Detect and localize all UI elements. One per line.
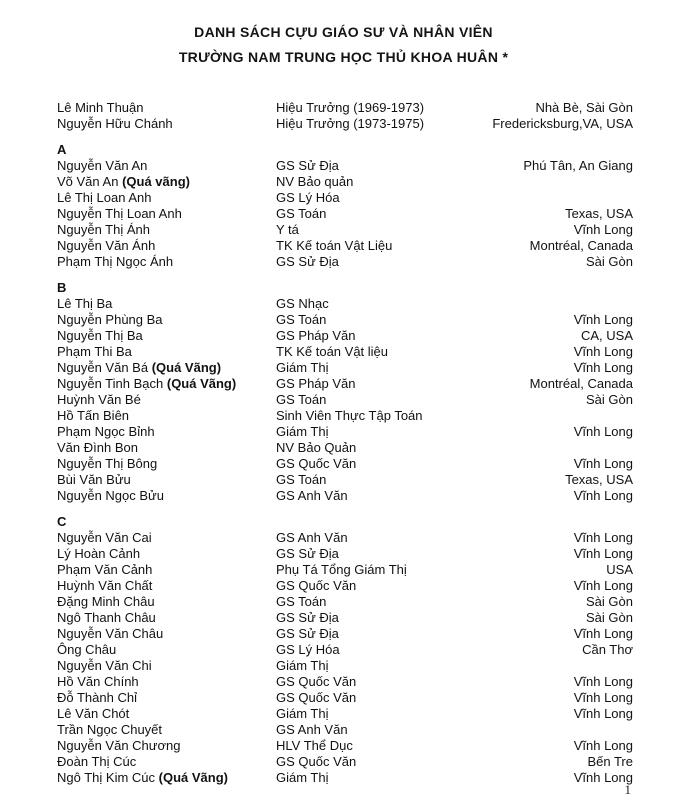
table-row [57,100,633,116]
person-role: Hiệu Trưởng (1973-1975) [276,116,425,131]
directory-section-principals [57,100,633,132]
table-row [57,238,633,254]
table-row [57,376,633,392]
deceased-note: (Quá vãng) [122,174,190,189]
person-role: GS Quốc Văn [276,456,357,471]
person-role: GS Anh Văn [276,722,348,737]
table-row [57,158,633,174]
person-name: Lý Hoàn Cảnh [57,546,141,561]
person-role: GS Pháp Văn [276,376,356,391]
person-role: NV Bảo quản [276,174,354,189]
person-name: Nguyễn Văn Ánh [57,238,156,253]
section-letter: A [57,142,67,157]
person-location: Cần Thơ [582,642,633,657]
person-location: Vĩnh Long [573,456,633,471]
person-name: Ngô Thị Kim Cúc (Quá Vãng) [57,770,228,785]
person-role: TK Kế toán Vật liệu [276,344,389,359]
person-role: TK Kế toán Vật Liệu [276,238,393,253]
person-name: Lê Thị Ba [57,296,113,311]
person-location: Texas, USA [565,206,633,221]
person-location: Vĩnh Long [573,424,633,439]
table-row [57,296,633,312]
person-role: Y tá [276,222,299,237]
person-role: Phụ Tá Tổng Giám Thị [276,562,407,577]
person-location: Vĩnh Long [573,770,633,785]
deceased-note: (Quá Vãng) [166,376,237,391]
person-name: Hồ Văn Chính [57,674,139,689]
person-role: GS Quốc Văn [276,690,357,705]
person-role: GS Quốc Văn [276,754,357,769]
person-name: Nguyễn Văn Bá (Quá Vãng) [57,360,222,375]
person-location [476,174,633,190]
person-location [476,658,633,674]
person-role: GS Sử Địa [276,546,339,561]
table-row [57,206,633,222]
table-row [57,424,633,440]
person-location: Vĩnh Long [573,690,633,705]
person-name: Nguyễn Phùng Ba [57,312,163,327]
person-name: Đặng Minh Châu [57,594,155,609]
person-name: Bùi Văn Bửu [57,472,131,487]
person-role: Sinh Viên Thực Tập Toán [276,408,423,423]
person-name: Nguyễn Ngọc Bửu [57,488,164,503]
person-name: Ngô Thanh Châu [57,610,156,625]
table-row [57,770,633,786]
person-name: Nguyễn Văn Chương [57,738,181,753]
person-location: Sài Gòn [586,392,633,407]
person-role: Hiệu Trưởng (1969-1973) [276,100,425,115]
table-row [57,690,633,706]
person-name: Nguyễn Tinh Bạch (Quá Vãng) [57,376,237,391]
person-location: Sài Gòn [586,610,633,625]
person-location: Phú Tân, An Giang [523,158,633,173]
table-row [57,754,633,770]
person-location: Vĩnh Long [573,578,633,593]
person-location [476,190,633,206]
person-role: Giám Thị [276,658,329,673]
person-role: GS Toán [276,392,327,407]
person-name: Phạm Văn Cảnh [57,562,153,577]
table-row [57,254,633,270]
person-role: GS Toán [276,594,327,609]
person-name: Trần Ngọc Chuyết [57,722,163,737]
person-role: GS Toán [276,312,327,327]
person-location: Montréal, Canada [529,376,633,391]
person-location: Vĩnh Long [573,222,633,237]
person-name: Nguyễn Văn An [57,158,148,173]
person-location: Vĩnh Long [573,360,633,375]
person-location: Sài Gòn [586,594,633,609]
person-name: Nguyễn Văn Chi [57,658,152,673]
page-number: 1 [624,782,631,797]
person-role: NV Bảo Quản [276,440,357,455]
table-row [57,562,633,578]
person-role: Giám Thị [276,706,329,721]
person-location: Vĩnh Long [573,706,633,721]
person-location: Nhà Bè, Sài Gòn [535,100,633,115]
staff-directory [0,100,687,786]
person-role: GS Sử Địa [276,610,339,625]
table-row [57,626,633,642]
person-name: Văn Đình Bon [57,440,138,455]
person-location [476,408,633,424]
person-role: GS Toán [276,472,327,487]
table-row [57,328,633,344]
deceased-note: (Quá Vãng) [158,770,228,785]
person-name: Nguyễn Thị Bông [57,456,158,471]
table-row [57,658,633,674]
table-row [57,546,633,562]
document-title-line1: DANH SÁCH CỰU GIÁO SƯ VÀ NHÂN VIÊN [194,24,493,40]
person-location [476,440,633,456]
person-role: GS Lý Hóa [276,190,340,205]
table-row [57,222,633,238]
document-title [0,0,687,70]
person-name: Huỳnh Văn Bé [57,392,141,407]
person-location: Bến Tre [587,754,633,769]
person-name: Phạm Thị Ngọc Ánh [57,254,174,269]
table-row [57,722,633,738]
person-role: HLV Thể Dục [276,738,353,753]
person-location: Texas, USA [565,472,633,487]
person-role: GS Quốc Văn [276,674,357,689]
table-row [57,190,633,206]
directory-section-c [57,514,633,786]
person-name: Nguyễn Văn Châu [57,626,164,641]
table-row [57,440,633,456]
person-name: Võ Văn An (Quá vãng) [57,174,190,189]
person-location [476,296,633,312]
section-letter: C [57,514,67,529]
table-row [57,578,633,594]
person-name: Phạm Ngọc Bỉnh [57,424,155,439]
table-row [57,642,633,658]
person-role: GS Sử Địa [276,158,339,173]
person-name: Lê Văn Chót [57,706,130,721]
person-name: Đoàn Thị Cúc [57,754,137,769]
person-name: Nguyễn Thị Ánh [57,222,150,237]
person-role: GS Sử Địa [276,254,339,269]
person-location: Vĩnh Long [573,546,633,561]
person-name: Đỗ Thành Chỉ [57,690,137,705]
person-role: Giám Thị [276,770,329,785]
person-name: Hồ Tấn Biên [57,408,130,423]
person-location: Sài Gòn [586,254,633,269]
person-name: Lê Minh Thuận [57,100,144,115]
person-location: Vĩnh Long [573,674,633,689]
table-row [57,530,633,546]
person-role: Giám Thị [276,360,329,375]
person-location: CA, USA [580,328,633,343]
table-row [57,408,633,424]
directory-section-a [57,142,633,270]
person-location: Vĩnh Long [573,530,633,545]
document-title-line2: TRƯỜNG NAM TRUNG HỌC THỦ KHOA HUÂN * [178,49,509,65]
table-row [57,674,633,690]
table-row [57,488,633,504]
person-name: Nguyễn Thị Ba [57,328,143,343]
section-letter: B [57,280,67,295]
table-row [57,594,633,610]
person-role: GS Anh Văn [276,488,348,503]
person-location: Fredericksburg,VA, USA [492,116,633,131]
person-name: Ông Châu [57,642,117,657]
table-row [57,472,633,488]
table-row [57,610,633,626]
person-name: Huỳnh Văn Chất [57,578,153,593]
person-role: GS Quốc Văn [276,578,357,593]
person-role: GS Nhạc [276,296,329,311]
person-role: GS Toán [276,206,327,221]
person-location: Vĩnh Long [573,738,633,753]
person-location: Montréal, Canada [529,238,633,253]
table-row [57,360,633,376]
person-role: Giám Thị [276,424,329,439]
table-row [57,456,633,472]
table-row [57,392,633,408]
person-location: Vĩnh Long [573,626,633,641]
person-name: Nguyễn Hữu Chánh [57,116,173,131]
table-row [57,706,633,722]
person-role: GS Anh Văn [276,530,348,545]
person-role: GS Pháp Văn [276,328,356,343]
deceased-note: (Quá Vãng) [151,360,222,375]
person-location: Vĩnh Long [573,312,633,327]
table-row [57,312,633,328]
person-name: Phạm Thi Ba [57,344,132,359]
table-row [57,344,633,360]
table-row [57,738,633,754]
person-location [476,722,633,738]
table-row [57,174,633,190]
person-name: Nguyễn Văn Cai [57,530,152,545]
person-name: Nguyễn Thị Loan Anh [57,206,182,221]
person-location: Vĩnh Long [573,344,633,359]
person-role: GS Sử Địa [276,626,339,641]
table-row [57,116,633,132]
person-name: Lê Thị Loan Anh [57,190,152,205]
directory-section-b [57,280,633,504]
person-location: USA [606,562,633,577]
person-role: GS Lý Hóa [276,642,340,657]
person-location: Vĩnh Long [573,488,633,503]
